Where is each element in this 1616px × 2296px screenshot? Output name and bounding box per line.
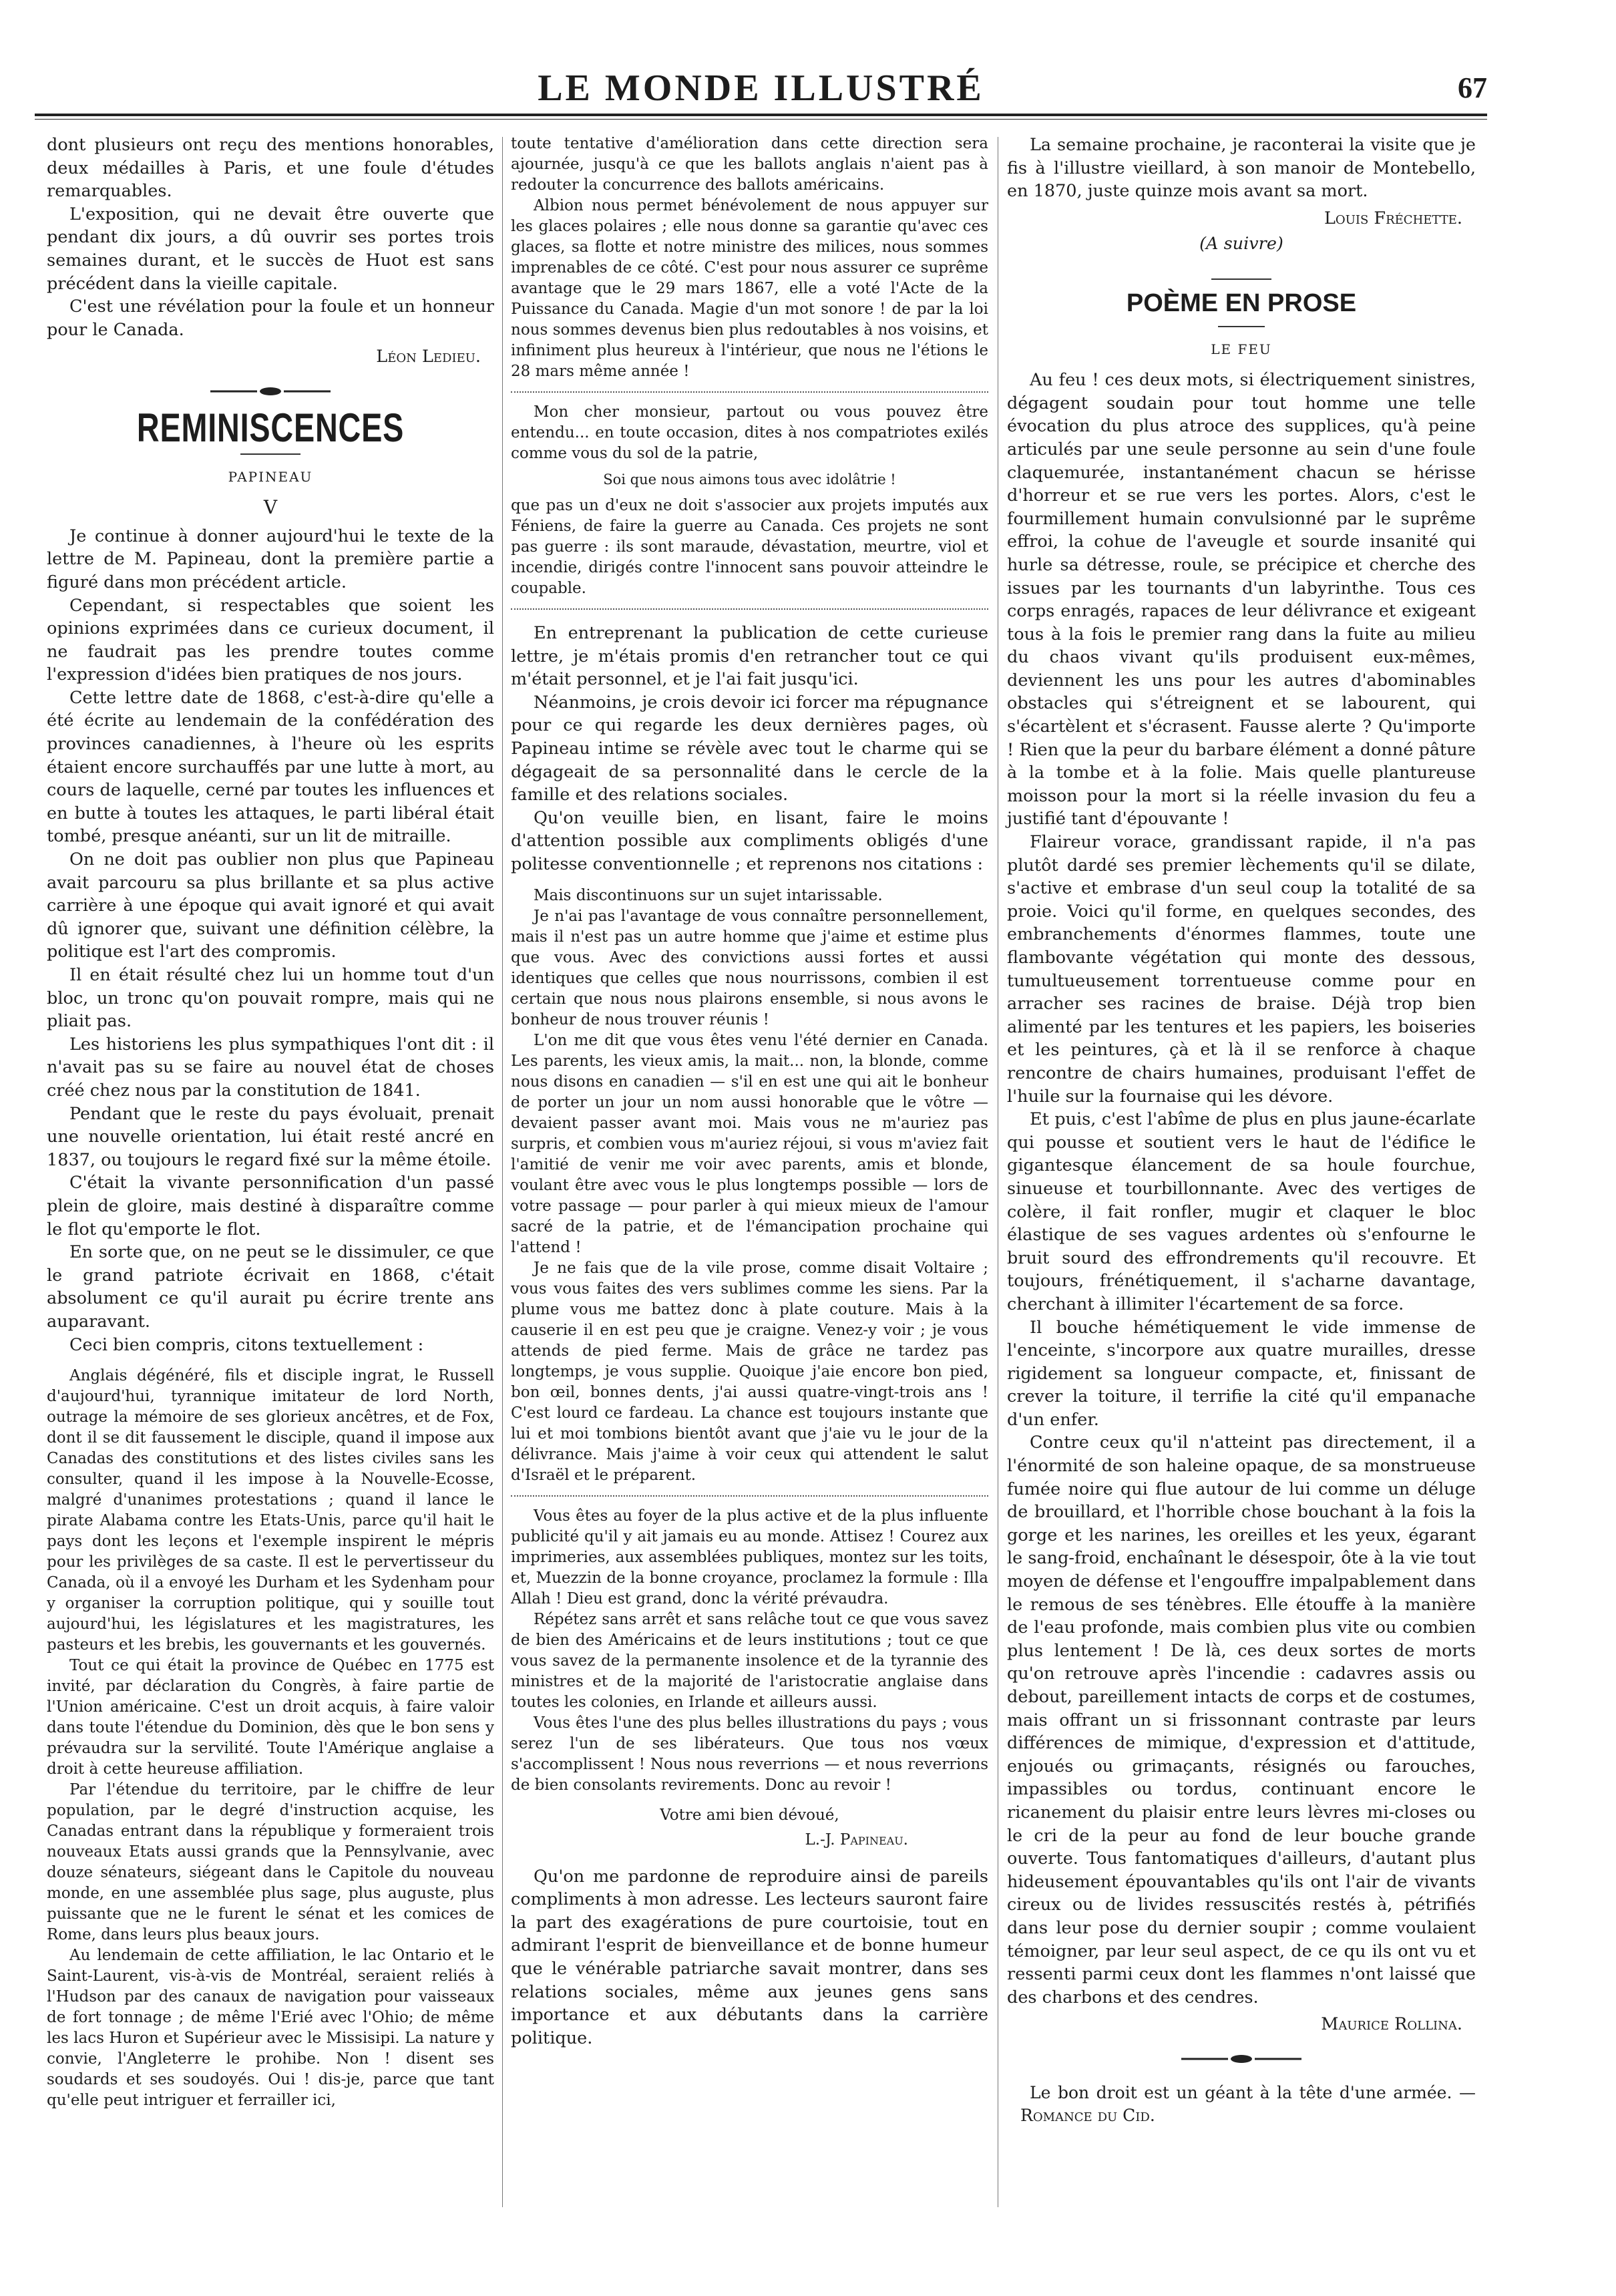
paragraph: dont plusieurs ont reçu des mentions honorables, deux médailles à Paris, et une foule d'études remarquables. [47, 135, 494, 202]
ornament-divider [1181, 2052, 1301, 2066]
paragraph: On ne doit pas oublier non plus que Papineau avait parcouru sa plus brillante et sa plus active carrière à une époque qui avait ignoré et qui avait dû ignorer que, suivant une définition célèbre, la politique est l'art des compromis. [47, 849, 494, 962]
paragraph: Pendant que le reste du pays évoluait, prenait une nouvelle orientation, lui était resté ancré en 1837, ou toujours le regard fixé sur la même étoile. [47, 1103, 494, 1170]
quote-paragraph: Vous êtes l'une des plus belles illustrations du pays ; vous serez l'un de ses libérateurs. Que tous nos vœux s'accomplissent ! Nous nous reverrions — et nous reverrions de bien consolants revirements. Donc au revoir ! [511, 1714, 988, 1794]
paragraph: Qu'on veuille bien, en lisant, faire le moins d'attention possible aux compliments obligés d'une politesse conventionnelle ; et reprenons nos citations : [511, 807, 988, 874]
paragraph: Flaireur vorace, grandissant rapide, il n'a pas plutôt dardé ses premier lèchements qu'il se dilate, s'active et embrase d'un seul coup la totalité de sa proie. Voici qu'il forme, en quelques secondes, des embranchements d'énormes flammes, toute une flambovante végétation qui monte des dessous, tumultueusement torrentueuse comme pour en arracher ses racines de braise. Déjà trop bien alimenté par les tentures et les papiers, les boiseries et les peintures, çà et là il se renforce à chaque rencontre de chairs humaines, produisant l'effet de l'huile sur la fournaise qui les dévore. [1007, 832, 1476, 1107]
paragraph: C'était la vivante personnification d'un passé plein de gloire, mais destiné à disparaître comme le flot qu'emporte le flot. [47, 1173, 494, 1239]
quote-paragraph: Mais discontinuons sur un sujet intarissable. [534, 886, 883, 904]
section-title: POÈME EN PROSE [1126, 289, 1357, 317]
paragraph: C'est une révélation pour la foule et un honneur pour le Canada. [47, 297, 494, 340]
paragraph: Les historiens les plus sympathiques l'ont dit : il n'avait pas su se faire au nouvel état de choses créé chez nous par la constitution de 1841. [47, 1034, 494, 1101]
letter-quote [511, 886, 988, 1851]
section-rule [1211, 278, 1271, 280]
quote-paragraph: Répétez sans arrêt et sans relâche tout ce que vous savez de bien des Américains et de leurs institutions ; tout ce que vous savez de la permanente insolence et de la tyrannie des ministres et de la majorité de l'aristocratie anglaise dans toutes les colonies, en Irlande et ailleurs aussi. [511, 1610, 988, 1711]
to-be-continued: (A suivre) [1199, 234, 1283, 254]
paragraph: Contre ceux qu'il n'atteint pas directement, il a l'énormité de son haleine opaque, de sa monstrueuse fumée noire qui flue autour de lui comme un déluge de brouillard, et l'horrible chose bouchant à la fois la gorge et les narines, les oreilles et les yeux, égarant le sang-froid, enchaînant le désespoir, ôte à la vie tout moyen de défense et l'engouffre impalpablement dans le remous de ses ténèbres. Elle étouffe à la manière de l'eau profonde, mais combien plus vite ou combien plus lentement ! De là, ces deux sortes de morts qu'on retrouve après l'incendie : cadavres assis ou debout, pareillement intacts de corps et de costumes, mais offrant un si frissonnant contraste par leurs différences de mimique, d'expression et d'attitude, enjoués ou grimaçants, résignés ou farouches, impassibles ou tordus, continuant encore le ricanement du plaisir entre leurs lèvres mi-closes ou le cri de la peur au fond de leur bouche grande ouverte. Tous fantomatiques d'ailleurs, d'autant plus hideusement épouvantables qu'ils ont l'air de vivants cireux ou de livides ressuscités restés à, pétrifiés dans leur pose du dernier soupir ; comme voulaient témoigner, par leur seul aspect, de ce qu ils ont vu et ressenti parmi ceux dont les flammes n'ont laissé que des charbons et des cendres. [1007, 1432, 1476, 2007]
masthead [35, 67, 1487, 120]
letter-quote [47, 1366, 494, 2111]
epigraph [1007, 2082, 1476, 2127]
title-rule [240, 453, 300, 455]
dotted-separator [511, 1495, 988, 1497]
quote-paragraph: Je ne fais que de la vile prose, comme disait Voltaire ; vous vous faites des vers sublimes comme les siens. Par la plume vous me battez donc à plate couture. Mais à la causerie il en est peu que je craigne. Venez-y voir ; je vous attends de pied ferme. Mais de grâce ne tardez pas longtemps, je vous supplie. Quoique j'aie encore bon pied, bon œil, bonnes dents, j'ai aussi quatre-vingt-trois ans ! C'est lourd ce fardeau. La chance est toujours instante que lui et moi tombions bientôt avant que j'aie vu le jour de la délivrance. Mais j'aime à voir ceux qui attendent le salut d'Israël et le préparent. [511, 1259, 988, 1484]
page-number: 67 [1458, 71, 1487, 104]
column-2 [511, 134, 988, 2050]
paragraph: Au feu ! ces deux mots, si électriquement sinistres, dégagent soudain pour tout homme une telle évocation du plus atroce des supplices, qu'à peine articulés par une seule personne au sein d'une foule claquemurée, instantanément chacun se hérisse d'horreur et se rue vers les portes. Alors, c'est le fourmillement humain convulsionné par le suprême effroi, la cohue de l'aveugle et sourde insanité qui hurle sa détresse, roule, se précipice et cherche des issues par les tournants d'un labyrinthe. Tous ces corps enragés, rapaces de leur délivrance et exigeant tous à la fois le premier rang dans la fuite au milieu du chaos vivant qu'ils produisent eux-mêmes, deviennent les uns pour les autres d'abominables obstacles qui s'étreignent et se labourent, qui s'écartèlent et s'écrasent. Fausse alerte ? Qu'importe ! Rien que la peur du barbare élément a donné pâture à la tombe et à la folie. Mais quelle plantureuse moisson pour la mort si la réelle invasion du feu a justifié tant d'épouvante ! [1007, 370, 1476, 829]
dotted-separator [511, 391, 988, 393]
quote-paragraph: Mon cher monsieur, partout ou vous pouvez être entendu... en toute occasion, dites à nos compatriotes exilés comme vous du sol de la patrie, [511, 403, 988, 462]
author-signature: Léon Ledieu. [376, 347, 481, 367]
paragraph: Cette lettre date de 1868, c'est-à-dire qu'elle a été écrite au lendemain de la confédération des provinces canadiennes, à l'heure où les esprits étaient encore surchauffés par une lutte à mort, au cours de laquelle, cerné par toutes les influences et en butte à toutes les attaques, le parti libéral était tombé, presque anéanti, sur un lit de mitraille. [47, 687, 494, 847]
newspaper-title: LE MONDE ILLUSTRÉ [538, 67, 984, 109]
paragraph: Il en était résulté chez lui un homme tout d'un bloc, un tronc qu'on pouvait rompre, mais qui ne pliait pas. [47, 965, 494, 1032]
section-subtitle: PAPINEAU [228, 468, 313, 485]
author-signature: Maurice Rollina. [1321, 2014, 1462, 2035]
quote-paragraph: Anglais dégénéré, fils et disciple ingrat, le Russell d'aujourd'hui, tyrannique imitateur de lord North, outrage la mémoire de ses glorieux ancêtres, et de Fox, dont il se dit faussement le disciple, quand il impose aux Canadas des constitutions et des listes civiles sans les consulter, quand il les impose à la Nouvelle-Ecosse, malgré d'unanimes protestations ; quand il lance le pirate Alabama contre les Etats-Unis, parce qu'il hait le pays dont les leçons et l'exemple inspirent le mépris pour les privilèges de sa caste. Il est le pervertisseur du Canada, où il a envoyé les Durham et les Sydenham pour y organiser la corruption politique, qui y souille tout aujourd'hui, les législatures et les magistratures, les pasteurs et les brebis, les gouvernants et les gouvernés. [47, 1367, 494, 1654]
paragraph: Je continue à donner aujourd'hui le texte de la lettre de M. Papineau, dont la première partie a figuré dans mon précédent article. [47, 526, 494, 592]
paragraph: Il bouche hémétiquement le vide immense de l'enceinte, s'incorpore aux quatre murailles, dresse rigidement sa longueur compacte, et, finissant de crever la toiture, il terrifie la cité qu'il empanache d'un enfer. [1007, 1317, 1476, 1430]
letter-signature: L.-J. Papineau. [805, 1831, 908, 1849]
masthead-rule [35, 114, 1487, 116]
dotted-separator [511, 608, 988, 610]
letter-quote [511, 134, 988, 610]
paragraph: Néanmoins, je crois devoir ici forcer ma répugnance pour ce qui regarde les deux dernières pages, où Papineau intime se révèle avec tout le charme qui se dégageait de sa personnalité dans le cercle de la famille et des relations sociales. [511, 692, 988, 805]
masthead-rule-thin [35, 119, 1487, 120]
quote-paragraph: Par l'étendue du territoire, par le chiffre de leur population, par le degré d'instruction acquise, les Canadas entrant dans la république y formeraient trois nouveaux Etats aussi grands que la Pennsylvanie, avec douze sénateurs, siégeant dans le Capitole du nouveau monde, en une assemblée plus sage, plus auguste, plus puissante que ne le furent le sénat et les comices de Rome, dans leurs plus beaux jours. [47, 1781, 494, 1944]
paragraph: L'exposition, qui ne devait être ouverte que pendant dix jours, a dû ouvrir ses portes trois semaines durant, et le succès de Huot est sans précédent dans la vieille capitale. [47, 204, 494, 294]
paragraph: Qu'on me pardonne de reproduire ainsi de pareils compliments à mon adresse. Les lecteurs sauront faire la part des exagérations de pure courtoisie, tout en admirant l'esprit de bienveillance et de bonne humeur que le vénérable patriarche savait montrer, dans ses relations sociales, même aux jeunes gens sans importance et aux débutants dans la carrière politique. [511, 1866, 988, 2048]
paragraph: Cependant, si respectables que soient les opinions exprimées dans ce curieux document, il ne faudrait pas les prendre toutes comme l'expression d'idées bien pratiques de nos jours. [47, 595, 494, 685]
quote-paragraph: Vous êtes au foyer de la plus active et de la plus influente publicité qu'il y ait jamais eu au monde. Attisez ! Courez aux imprimeries, aux assemblées publiques, montez sur les toits, et, Muezzin de la bonne croyance, proclamez la formule : Illa Allah ! Dieu est grand, donc la vérité prévaudra. [511, 1507, 988, 1607]
paragraph: Ceci bien compris, citons textuellement : [69, 1334, 424, 1355]
quote-paragraph: L'on me dit que vous êtes venu l'été dernier en Canada. Les parents, les vieux amis, la mait... non, la blonde, comme nous disons en canadien — s'il en est une qui ait le bonheur de porter un jour un nom aussi honorable que le vôtre — devaient passer avant moi. Mais vous ne m'auriez pas surpris, et combien vous m'auriez réjoui, si vous m'aviez fait l'amitié de venir me voir avec parents, amis et blonde, voulant être avec vous le plus longtemps possible — lors de votre passage — pour parler à qui mieux mieux de l'amour sacré de la patrie, et de l'émancipation prochaine qui l'attend ! [511, 1031, 988, 1256]
column-1 [47, 134, 494, 2111]
epigraph-source: Romance du Cid. [1020, 2105, 1155, 2125]
epigraph-text: Le bon droit est un géant à la tête d'une armée. — [1030, 2082, 1476, 2102]
quote-paragraph: Au lendemain de cette affiliation, le lac Ontario et le Saint-Laurent, vis-à-vis de Montréal, seraient reliés à l'Hudson par des canaux de navigation pour vaisseaux de fort tonnage ; de même l'Erié avec l'Ohio; de même les lacs Huron et Supérieur avec le Missisipi. La nature y convie, l'Angleterre le prohibe. Non ! disent ses soudards et ses soudoyés. Oui ! dis-je, parce que tant qu'elle peut intriguer et ferrailler ici, [47, 1947, 494, 2110]
quote-paragraph: Tout ce qui était la province de Québec en 1775 est invité, par déclaration du Congrès, à faire partie de l'Union américaine. C'est un droit acquis, à faire valoir dans toute l'étendue du Dominion, dès que le bon sens y prévaudra sur la servilité. Toute l'Amérique anglaise a droit à cette heureuse affiliation. [47, 1657, 494, 1778]
letter-closing: Votre ami bien dévoué, [660, 1806, 839, 1824]
quoted-verse: Soi que nous aimons tous avec idolâtrie ! [603, 471, 896, 488]
author-signature: Louis Fréchette. [1324, 208, 1462, 228]
quote-paragraph: Je n'ai pas l'avantage de vous connaître personnellement, mais il n'est pas un autre homme que j'aime et estime plus que vous. Avec des convictions aussi fortes et aussi identiques que celles que nous nourrissons, combien il est certain que nous nous plairons ensemble, si nous avons le bonheur de nous trouver réunis ! [511, 907, 988, 1028]
paragraph: Et puis, c'est l'abîme de plus en plus jaune-écarlate qui pousse et soutient vers le haut de l'édifice le gigantesque élancement de sa houle fourchue, sinueuse et tourbillonnante. Avec des vertiges de colère, il fait ronfler, mugir et claquer le bloc élastique de ses vagues ardentes où s'enfourne le bruit sourd des effrondrements qu'il recouvre. Et toujours, frénétiquement, il s'acharne davantage, cherchant à illimiter l'écartement de sa force. [1007, 1109, 1476, 1314]
quote-paragraph: Albion nous permet bénévolement de nous appuyer sur les glaces polaires ; elle nous donne sa garantie qu'avec ces glaces, sa flotte et notre ministre des milices, nous sommes imprenables de ce côté. C'est pour nous assurer ce suprême avantage que le 29 mars 1867, elle a voté l'Acte de la Puissance du Canada. Magie d'un mot sonore ! de par la loi nous sommes devenus bien plus redoutables à nos voisins, et infiniment plus heureux à l'intérieur, que nous ne l'étions le 28 mars même année ! [511, 197, 988, 380]
paragraph: La semaine prochaine, je raconterai la visite que je fis à l'illustre vieillard, à son manoir de Montebello, en 1870, juste quinze mois avant sa mort. [1007, 135, 1476, 202]
column-3 [1007, 134, 1476, 2127]
ornament-divider [210, 385, 331, 398]
paragraph: En entreprenant la publication de cette curieuse lettre, je m'étais promis d'en retrancher tout ce qui m'était personnel, et je l'ai fait jusqu'ici. [511, 623, 988, 690]
section-subtitle: LE FEU [1211, 341, 1272, 357]
section-title: REMINISCENCES [136, 405, 405, 450]
quote-paragraph: toute tentative d'amélioration dans cette direction sera ajournée, jusqu'à ce que les ballots anglais n'aient pas à redouter la concurrence des ballots américains. [511, 135, 988, 194]
quote-paragraph: que pas un d'eux ne doit s'associer aux projets imputés aux Féniens, de faire la guerre au Canada. Ces projets ne sont pas guerre : ils sont maraude, dévastation, meurtre, viol et incendie, dirigés contre l'innocent sans pouvoir atteindre le coupable. [511, 497, 988, 597]
paragraph: En sorte que, on ne peut se le dissimuler, ce que le grand patriote écrivait en 1868, c'était absolument ce qu'il aurait pu écrire trente ans auparavant. [47, 1242, 494, 1332]
title-rule [1218, 326, 1265, 327]
column-divider [502, 137, 503, 2207]
section-number: V [263, 496, 278, 519]
